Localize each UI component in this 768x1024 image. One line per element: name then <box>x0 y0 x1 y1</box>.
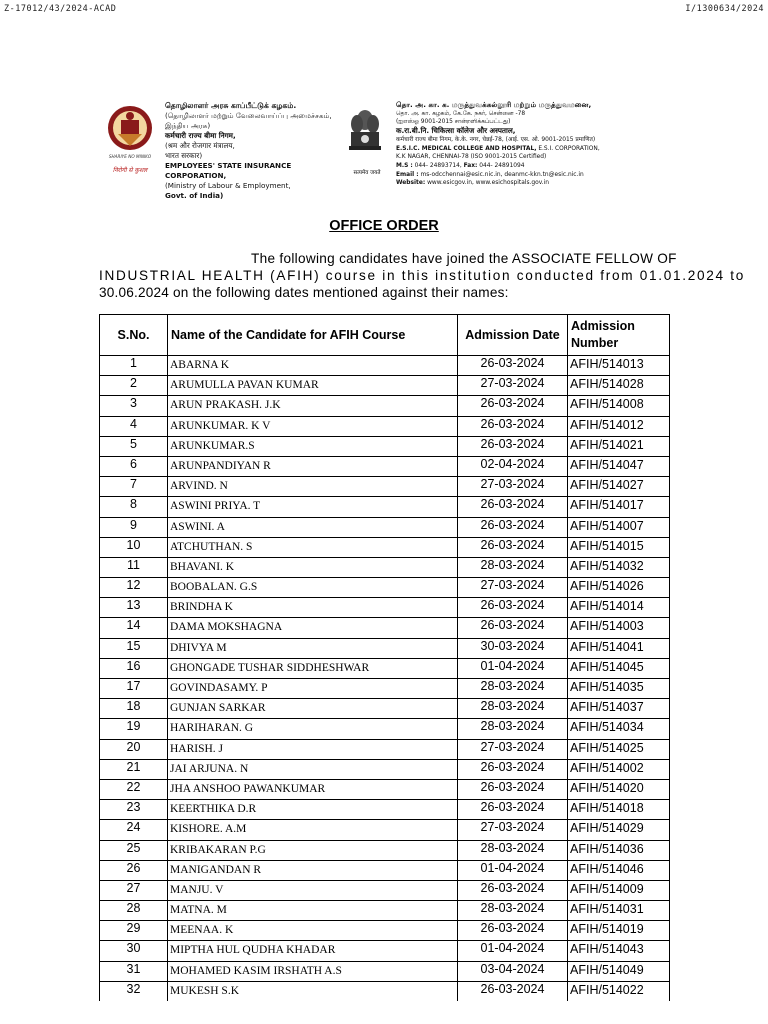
cell-sno: 30 <box>100 941 168 961</box>
cell-admission-date: 27-03-2024 <box>458 578 568 598</box>
table-row <box>100 376 670 396</box>
cell-sno: 20 <box>100 739 168 759</box>
hindi-college-name: क.रा.बी.नि. चिकित्सा कॉलेज और अस्पताल, <box>396 126 516 136</box>
cell-sno: 9 <box>100 517 168 537</box>
email-label: Email : <box>396 171 419 178</box>
cell-admission-number: AFIH/514003 <box>568 618 670 638</box>
table-row <box>100 739 670 759</box>
table-row <box>100 880 670 900</box>
cell-sno: 1 <box>100 356 168 376</box>
cell-admission-date: 26-03-2024 <box>458 598 568 618</box>
cell-sno: 6 <box>100 456 168 476</box>
cell-admission-date: 28-03-2024 <box>458 901 568 921</box>
cell-admission-date: 26-03-2024 <box>458 921 568 941</box>
cell-sno: 27 <box>100 880 168 900</box>
cell-name: DAMA MOKSHAGNA <box>168 618 458 638</box>
table-row <box>100 497 670 517</box>
cell-admission-date: 26-03-2024 <box>458 800 568 820</box>
para-line-3: 30.06.2024 on the following dates mentioned against their names: <box>99 285 509 300</box>
website-url[interactable]: www.esicgov.in, www.esichospitals.gov.in <box>427 180 550 187</box>
cell-name: BHAVANI. K <box>168 557 458 577</box>
cell-sno: 18 <box>100 699 168 719</box>
table-header-row <box>100 315 670 356</box>
english-govt: Govt. of India) <box>165 191 224 200</box>
table-row <box>100 800 670 820</box>
cell-admission-date: 27-03-2024 <box>458 739 568 759</box>
hindi-ministry: (श्रम और रोजगार मंत्रालय, <box>165 141 235 150</box>
cell-admission-number: AFIH/514019 <box>568 921 670 941</box>
cell-admission-number: AFIH/514036 <box>568 840 670 860</box>
english-college-name: E.S.I.C. MEDICAL COLLEGE AND HOSPITAL, <box>396 145 537 152</box>
phone-label: M.S : <box>396 162 413 169</box>
table-row <box>100 699 670 719</box>
cell-sno: 15 <box>100 638 168 658</box>
cell-admission-number: AFIH/514037 <box>568 699 670 719</box>
cell-admission-number: AFIH/514012 <box>568 416 670 436</box>
cell-admission-number: AFIH/514043 <box>568 941 670 961</box>
cell-name: ARUMULLA PAVAN KUMAR <box>168 376 458 396</box>
cell-admission-date: 26-03-2024 <box>458 356 568 376</box>
cell-sno: 14 <box>100 618 168 638</box>
cell-admission-date: 28-03-2024 <box>458 719 568 739</box>
table-row <box>100 658 670 678</box>
cell-sno: 7 <box>100 477 168 497</box>
cell-sno: 31 <box>100 961 168 981</box>
cell-sno: 23 <box>100 800 168 820</box>
cell-sno: 24 <box>100 820 168 840</box>
table-row <box>100 679 670 699</box>
table-row <box>100 961 670 981</box>
candidate-table <box>99 314 670 1001</box>
file-number-right: I/1300634/2024 <box>685 4 764 14</box>
cell-name: ABARNA K <box>168 356 458 376</box>
emblem-caption: सत्यमेव जयते <box>353 170 381 176</box>
table-row <box>100 517 670 537</box>
file-number-left: Z-17012/43/2024-ACAD <box>4 4 117 14</box>
hindi-govt: भारत सरकार) <box>165 151 203 160</box>
cell-name: ATCHUTHAN. S <box>168 537 458 557</box>
cell-name: ARUN PRAKASH. J.K <box>168 396 458 416</box>
cell-name: GOVINDASAMY. P <box>168 679 458 699</box>
cell-sno: 29 <box>100 921 168 941</box>
cell-sno: 11 <box>100 557 168 577</box>
table-row <box>100 456 670 476</box>
cell-name: MUKESH S.K <box>168 981 458 1001</box>
cell-name: HARIHARAN. G <box>168 719 458 739</box>
cell-admission-date: 28-03-2024 <box>458 557 568 577</box>
cell-admission-number: AFIH/514031 <box>568 901 670 921</box>
fax-number: 044- 24891094 <box>479 162 525 169</box>
tamil-college-name: தொ. அ. கா. க. மருத்துவக்கல்லூரி மற்றும் மருத்துவமனை, <box>396 100 592 109</box>
english-college-address: K.K NAGAR, CHENNAI-78 (ISO 9001-2015 Certified) <box>396 154 547 161</box>
cell-sno: 5 <box>100 436 168 456</box>
national-emblem-icon <box>345 104 385 172</box>
cell-name: DHIVYA M <box>168 638 458 658</box>
cell-sno: 21 <box>100 759 168 779</box>
cell-admission-number: AFIH/514046 <box>568 860 670 880</box>
cell-sno: 12 <box>100 578 168 598</box>
cell-admission-date: 30-03-2024 <box>458 638 568 658</box>
cell-name: MATNA. M <box>168 901 458 921</box>
cell-admission-number: AFIH/514045 <box>568 658 670 678</box>
tamil-org-name: தொழிலாளர் அரசு காப்பீட்டுக் கழகம். <box>165 101 297 110</box>
cell-sno: 4 <box>100 416 168 436</box>
cell-name: ASWINI. A <box>168 517 458 537</box>
cell-name: BOOBALAN. G.S <box>168 578 458 598</box>
header-admission-number: Admission Number <box>568 315 670 356</box>
cell-name: GUNJAN SARKAR <box>168 699 458 719</box>
cell-admission-number: AFIH/514013 <box>568 356 670 376</box>
cell-name: KEERTHIKA D.R <box>168 800 458 820</box>
cell-sno: 25 <box>100 840 168 860</box>
cell-name: KRIBAKARAN P.G <box>168 840 458 860</box>
cell-admission-number: AFIH/514035 <box>568 679 670 699</box>
table-row <box>100 436 670 456</box>
header-name: Name of the Candidate for AFIH Course <box>168 315 458 356</box>
cell-admission-date: 01-04-2024 <box>458 941 568 961</box>
cell-admission-date: 26-03-2024 <box>458 436 568 456</box>
cell-sno: 32 <box>100 981 168 1001</box>
cell-admission-date: 26-03-2024 <box>458 759 568 779</box>
cell-sno: 28 <box>100 901 168 921</box>
cell-admission-date: 26-03-2024 <box>458 880 568 900</box>
cell-admission-number: AFIH/514029 <box>568 820 670 840</box>
english-org-name: EMPLOYEES' STATE INSURANCE CORPORATION, <box>165 161 292 180</box>
cell-sno: 2 <box>100 376 168 396</box>
letterhead-left <box>165 101 345 201</box>
cell-name: ARUNKUMAR. K V <box>168 416 458 436</box>
cell-sno: 8 <box>100 497 168 517</box>
letterhead-right <box>396 101 658 188</box>
hindi-college-address: कर्मचारी राज्य बीमा निगम, के.के. नगर, चेन्नई-78, (आई. एस. ओ. 9001-2015 प्रमाणित) <box>396 136 596 143</box>
table-row <box>100 557 670 577</box>
cell-admission-date: 28-03-2024 <box>458 840 568 860</box>
cell-name: ARVIND. N <box>168 477 458 497</box>
cell-name: ASWINI PRIYA. T <box>168 497 458 517</box>
cell-admission-number: AFIH/514047 <box>568 456 670 476</box>
cell-name: JAI ARJUNA. N <box>168 759 458 779</box>
para-line-1: The following candidates have joined the ASSOCIATE FELLOW OF <box>251 251 677 266</box>
cell-admission-date: 28-03-2024 <box>458 679 568 699</box>
cell-admission-number: AFIH/514034 <box>568 719 670 739</box>
cell-admission-number: AFIH/514027 <box>568 477 670 497</box>
cell-name: KISHORE. A.M <box>168 820 458 840</box>
table-row <box>100 860 670 880</box>
cell-sno: 17 <box>100 679 168 699</box>
cell-sno: 10 <box>100 537 168 557</box>
cell-admission-number: AFIH/514007 <box>568 517 670 537</box>
cell-admission-date: 26-03-2024 <box>458 779 568 799</box>
table-row <box>100 820 670 840</box>
cell-admission-number: AFIH/514041 <box>568 638 670 658</box>
cell-admission-date: 26-03-2024 <box>458 618 568 638</box>
english-ministry: (Ministry of Labour & Employment, <box>165 181 291 190</box>
cell-name: MANJU. V <box>168 880 458 900</box>
cell-admission-number: AFIH/514020 <box>568 779 670 799</box>
table-row <box>100 901 670 921</box>
table-row <box>100 618 670 638</box>
cell-name: JHA ANSHOO PAWANKUMAR <box>168 779 458 799</box>
cell-sno: 26 <box>100 860 168 880</box>
cell-admission-date: 28-03-2024 <box>458 699 568 719</box>
cell-admission-date: 26-03-2024 <box>458 537 568 557</box>
cell-sno: 19 <box>100 719 168 739</box>
cell-name: MIPTHA HUL QUDHA KHADAR <box>168 941 458 961</box>
table-row <box>100 840 670 860</box>
esic-logo-icon <box>104 104 156 182</box>
table-row <box>100 759 670 779</box>
table-row <box>100 981 670 1001</box>
tamil-govt: இந்திய அரசு) <box>165 121 211 130</box>
cell-admission-date: 27-03-2024 <box>458 820 568 840</box>
intro-paragraph <box>99 250 745 301</box>
table-row <box>100 416 670 436</box>
table-row <box>100 537 670 557</box>
cell-admission-number: AFIH/514009 <box>568 880 670 900</box>
cell-admission-date: 26-03-2024 <box>458 517 568 537</box>
cell-admission-number: AFIH/514028 <box>568 376 670 396</box>
svg-text:SHARIYE NO MINIKO: SHARIYE NO MINIKO <box>108 154 152 159</box>
tamil-college-address: தொ. அ. கா. கழகம், கே.கே. நகர், சென்னை -78 <box>396 110 526 117</box>
cell-admission-number: AFIH/514021 <box>568 436 670 456</box>
hindi-org-name: कर्मचारी राज्य बीमा निगम, <box>165 131 236 140</box>
table-row <box>100 779 670 799</box>
table-row <box>100 477 670 497</box>
cell-admission-date: 26-03-2024 <box>458 497 568 517</box>
header-sno: S.No. <box>100 315 168 356</box>
page-title <box>0 218 768 234</box>
cell-admission-number: AFIH/514014 <box>568 598 670 618</box>
cell-name: MOHAMED KASIM IRSHATH A.S <box>168 961 458 981</box>
cell-sno: 16 <box>100 658 168 678</box>
cell-admission-number: AFIH/514002 <box>568 759 670 779</box>
svg-text:निरोगी से कुशल: निरोगी से कुशल <box>112 167 148 174</box>
cell-admission-date: 27-03-2024 <box>458 376 568 396</box>
email-address[interactable]: ms-odcchennai@esic.nic.in, deanmc-kkn.tn@esic.nic.in <box>420 171 584 178</box>
table-row <box>100 578 670 598</box>
cell-admission-number: AFIH/514015 <box>568 537 670 557</box>
cell-admission-date: 01-04-2024 <box>458 658 568 678</box>
cell-admission-date: 01-04-2024 <box>458 860 568 880</box>
cell-sno: 13 <box>100 598 168 618</box>
cell-name: HARISH. J <box>168 739 458 759</box>
fax-label: Fax: <box>463 162 478 169</box>
table-row <box>100 921 670 941</box>
tamil-ministry: (தொழிலாளர் மற்றும் வேலைவாய்ப்பு அமைச்சகம், <box>165 111 332 120</box>
cell-admission-date: 26-03-2024 <box>458 981 568 1001</box>
office-order-title: OFFICE ORDER <box>329 218 439 234</box>
cell-sno: 22 <box>100 779 168 799</box>
english-college-suffix: E.S.I. CORPORATION, <box>538 145 600 152</box>
cell-name: ARUNPANDIYAN R <box>168 456 458 476</box>
cell-admission-number: AFIH/514018 <box>568 800 670 820</box>
website-label: Website: <box>396 180 426 187</box>
tamil-college-iso: (ஐஎஸ்ஓ 9001-2015 சான்றளிக்கப்பட்டது) <box>396 119 511 126</box>
cell-admission-number: AFIH/514017 <box>568 497 670 517</box>
table-row <box>100 598 670 618</box>
table-row <box>100 356 670 376</box>
cell-name: GHONGADE TUSHAR SIDDHESHWAR <box>168 658 458 678</box>
cell-name: MEENAA. K <box>168 921 458 941</box>
cell-admission-number: AFIH/514026 <box>568 578 670 598</box>
table-row <box>100 719 670 739</box>
cell-admission-number: AFIH/514022 <box>568 981 670 1001</box>
header-date: Admission Date <box>458 315 568 356</box>
para-line-2: INDUSTRIAL HEALTH (AFIH) course in this institution conducted from 01.01.2024 to <box>99 268 745 283</box>
cell-admission-number: AFIH/514025 <box>568 739 670 759</box>
cell-sno: 3 <box>100 396 168 416</box>
cell-admission-date: 03-04-2024 <box>458 961 568 981</box>
cell-admission-date: 27-03-2024 <box>458 477 568 497</box>
cell-admission-date: 26-03-2024 <box>458 396 568 416</box>
table-row <box>100 638 670 658</box>
cell-admission-date: 02-04-2024 <box>458 456 568 476</box>
cell-name: MANIGANDAN R <box>168 860 458 880</box>
table-row <box>100 941 670 961</box>
cell-admission-number: AFIH/514049 <box>568 961 670 981</box>
cell-admission-date: 26-03-2024 <box>458 416 568 436</box>
cell-name: BRINDHA K <box>168 598 458 618</box>
cell-admission-number: AFIH/514008 <box>568 396 670 416</box>
table-row <box>100 396 670 416</box>
cell-admission-number: AFIH/514032 <box>568 557 670 577</box>
cell-name: ARUNKUMAR.S <box>168 436 458 456</box>
phone-number: 044- 24893714, <box>414 162 462 169</box>
